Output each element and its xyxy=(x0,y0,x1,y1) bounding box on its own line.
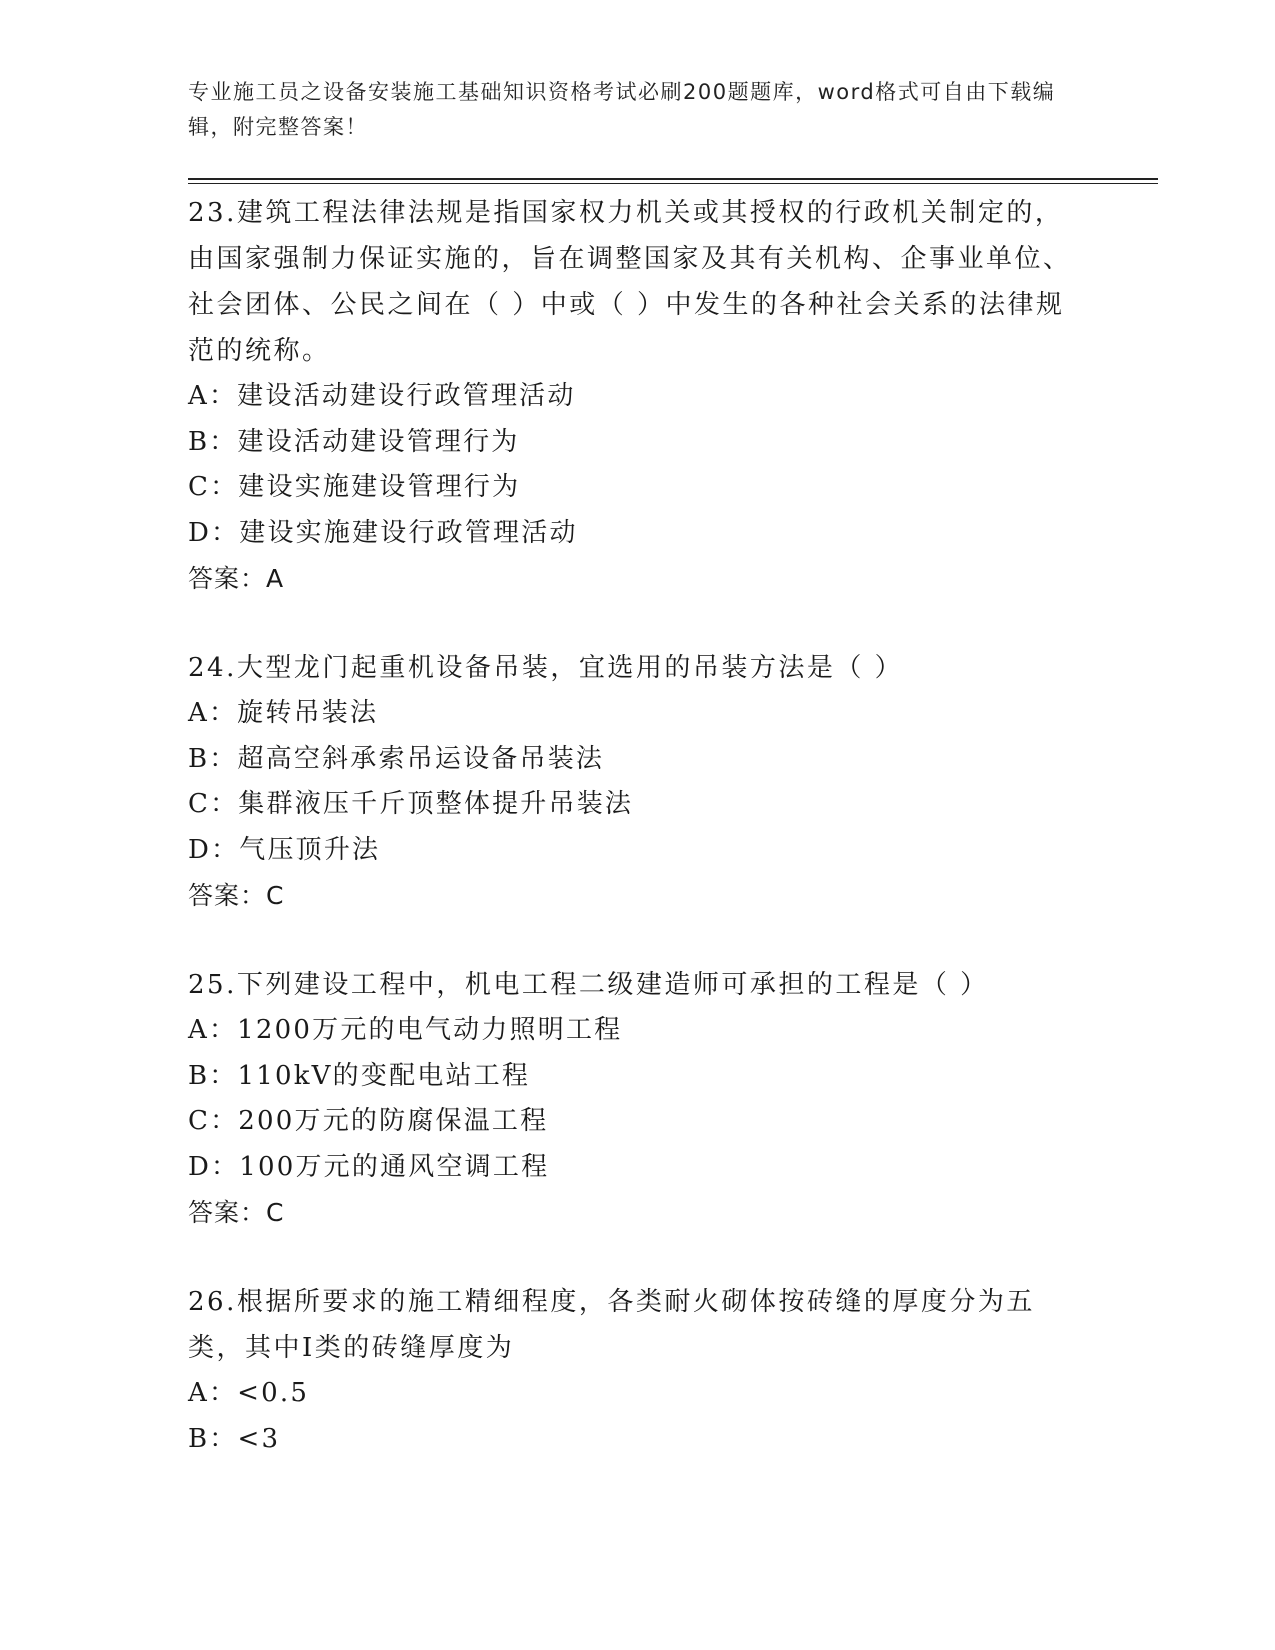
header-divider-thin xyxy=(188,183,1158,184)
question-text: 23.建筑工程法律法规是指国家权力机关或其授权的行政机关制定的，由国家强制力保证实施的，旨在调整国家及其有关机构、企事业单位、社会团体、公民之间在（ ）中或（ ）中发生的各种社会关系的法律规范的统称。 xyxy=(188,198,1072,366)
question-text: 25.下列建设工程中，机电工程二级建造师可承担的工程是（ ） xyxy=(188,969,989,1000)
question-text: 26.根据所要求的施工精细程度，各类耐火砌体按砖缝的厚度分为五类，其中I类的砖缝厚度为 xyxy=(188,1286,1035,1363)
option-a: A：1200万元的电气动力照明工程 xyxy=(188,1014,623,1045)
option-c: C：200万元的防腐保温工程 xyxy=(188,1106,549,1137)
header-divider-thick xyxy=(188,178,1158,180)
document-header xyxy=(188,75,1088,145)
question-list xyxy=(188,190,1088,1505)
answer-line: 答案：C xyxy=(188,881,285,911)
option-a: A：建设活动建设行政管理活动 xyxy=(188,381,576,411)
answer-line: 答案：C xyxy=(188,1198,285,1228)
option-d: D：建设实施建设行政管理活动 xyxy=(188,517,578,548)
option-c: C：集群液压千斤顶整体提升吊装法 xyxy=(188,789,634,820)
question-26 xyxy=(188,1279,1088,1462)
option-d: D：气压顶升法 xyxy=(188,834,381,865)
option-a: A：旋转吊装法 xyxy=(188,697,379,728)
option-a: A：<0.5 xyxy=(188,1377,310,1408)
question-24 xyxy=(188,645,1088,919)
option-d: D：100万元的通风空调工程 xyxy=(188,1151,550,1182)
option-b: B：110kV的变配电站工程 xyxy=(188,1060,531,1091)
header-intro-text: 专业施工员之设备安装施工基础知识资格考试必刷200题题库，word格式可自由下载编辑，附完整答案！ xyxy=(188,80,1056,139)
option-c: C：建设实施建设管理行为 xyxy=(188,472,521,503)
question-25 xyxy=(188,962,1088,1236)
answer-line: 答案：A xyxy=(188,564,285,594)
option-b: B：建设活动建设管理行为 xyxy=(188,426,520,457)
question-text: 24.大型龙门起重机设备吊装，宜选用的吊装方法是（ ） xyxy=(188,652,904,683)
option-b: B：超高空斜承索吊运设备吊装法 xyxy=(188,743,605,774)
option-b: B：<3 xyxy=(188,1423,281,1454)
question-23 xyxy=(188,190,1088,602)
